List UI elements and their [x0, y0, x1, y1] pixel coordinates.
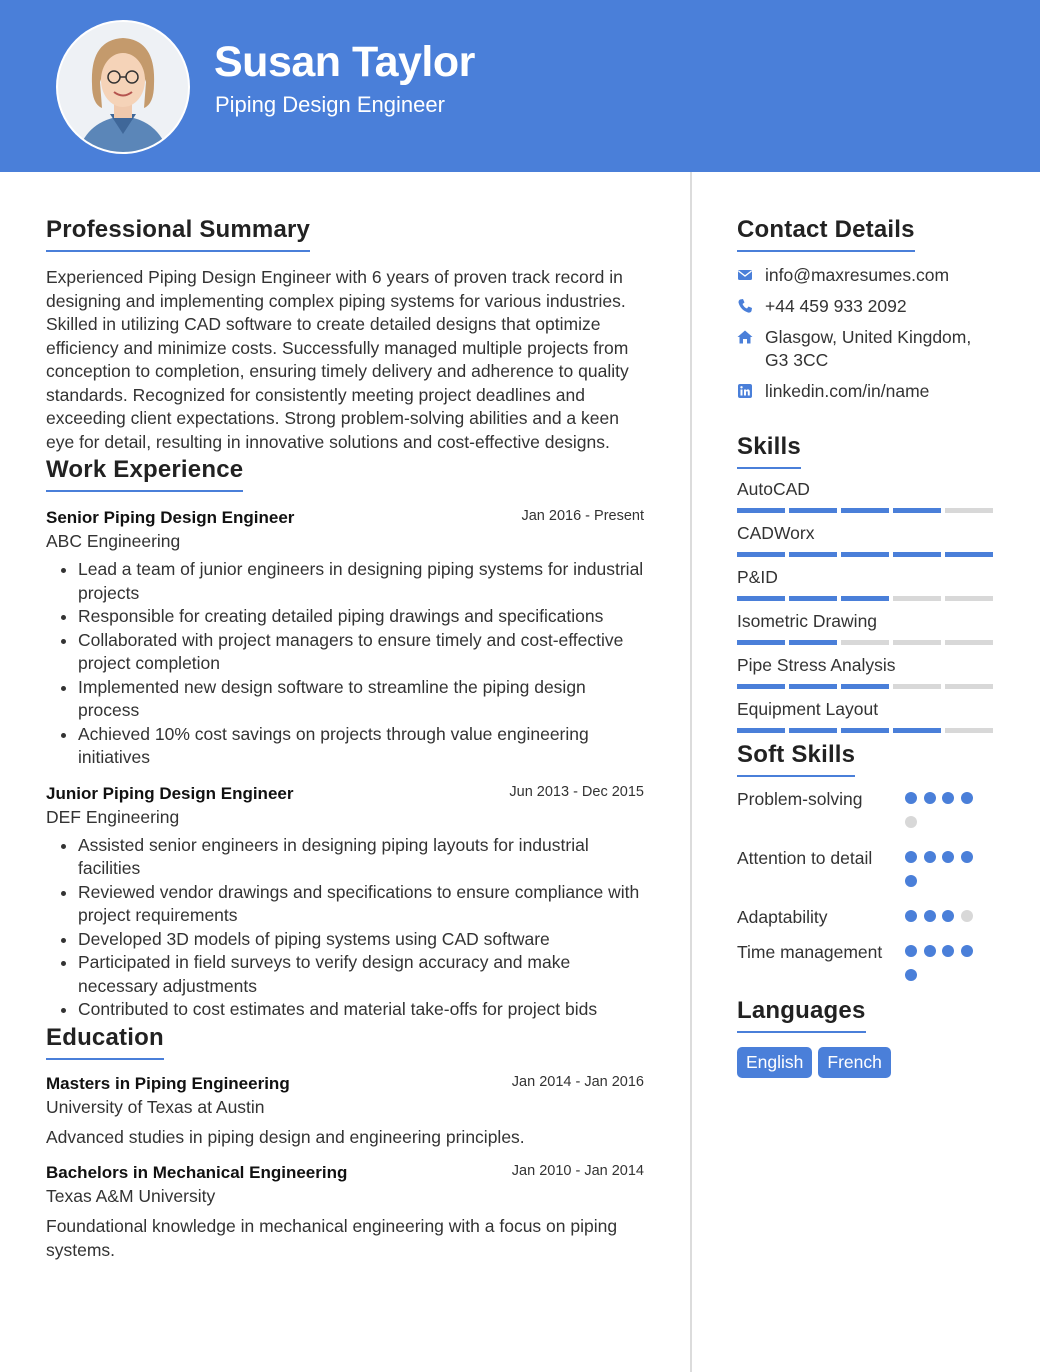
skill-dot	[961, 910, 973, 922]
skill-dot	[961, 945, 973, 957]
school-name: Texas A&M University	[46, 1186, 216, 1206]
contact-phone[interactable]	[737, 295, 997, 318]
skill-dot	[905, 792, 917, 804]
soft-skill-item	[737, 846, 997, 899]
skill-bar-segment	[945, 684, 993, 689]
soft-skills-heading: Soft Skills	[737, 741, 855, 777]
summary-text: Experienced Piping Design Engineer with 6 years of proven track record in designing and implementing complex piping systems for various industries. Skilled in utilizing CAD software to create detailed designs that optimize efficiency and minimize costs. Successfully managed multiple projects from conception to completion, ensuring timely delivery and adherence to quality standards. Recognized for consistently meeting project deadlines and exceeding client expectations. Strong problem-solving abilities and a keen eye for detail, resulting in innovative solutions and cost-effective designs.	[46, 267, 629, 452]
skill-label: AutoCAD	[737, 479, 810, 499]
skill-dot	[942, 792, 954, 804]
skill-bar-segment	[945, 552, 993, 557]
soft-skill-label: Attention to detail	[737, 848, 873, 868]
language-tag: French	[818, 1047, 890, 1078]
skill-dot	[905, 910, 917, 922]
skill-item	[737, 567, 997, 601]
skill-bar-segment	[841, 728, 889, 733]
phone-icon	[737, 298, 753, 314]
soft-skill-item	[737, 940, 997, 993]
degree-title: Masters in Piping Engineering	[46, 1073, 290, 1093]
skill-bar-segment	[737, 684, 785, 689]
skill-level-bar	[737, 684, 997, 689]
education-date: Jan 2010 - Jan 2014	[511, 1163, 644, 1179]
skill-bar-segment	[841, 508, 889, 513]
skill-bar-segment	[893, 684, 941, 689]
skill-level-bar	[737, 508, 997, 513]
skill-label: P&ID	[737, 567, 778, 587]
skill-dot	[942, 910, 954, 922]
skill-level-bar	[737, 552, 997, 557]
linkedin-icon	[737, 383, 753, 399]
home-icon	[737, 329, 753, 345]
soft-skill-label: Time management	[737, 942, 883, 962]
skill-bar-segment	[841, 552, 889, 557]
job-company: DEF Engineering	[46, 806, 180, 827]
contact-email[interactable]	[737, 264, 997, 287]
soft-skill-item	[737, 905, 997, 934]
skill-bar-segment	[789, 640, 837, 645]
skill-bar-segment	[945, 596, 993, 601]
skill-dot	[942, 945, 954, 957]
skill-bar-segment	[893, 728, 941, 733]
skill-bar-segment	[789, 684, 837, 689]
experience-heading: Work Experience	[46, 456, 243, 492]
skill-bar-segment	[737, 728, 785, 733]
languages-heading: Languages	[737, 997, 866, 1033]
skill-dot	[961, 851, 973, 863]
column-divider	[690, 172, 692, 1372]
candidate-name: Susan Taylor	[214, 38, 475, 86]
job-date: Jun 2013 - Dec 2015	[509, 783, 644, 800]
skills-list	[737, 479, 997, 733]
skills-heading: Skills	[737, 433, 801, 469]
education-date: Jan 2014 - Jan 2016	[511, 1073, 644, 1090]
soft-skill-label: Adaptability	[737, 907, 828, 927]
skill-dot	[924, 910, 936, 922]
soft-skills-list	[737, 787, 997, 993]
language-tag: English	[737, 1047, 812, 1078]
candidate-role: Piping Design Engineer	[215, 92, 445, 117]
education-entry	[46, 1163, 646, 1262]
skill-dot	[905, 875, 917, 887]
job-date: Jan 2016 - Present	[521, 508, 644, 524]
skill-bar-segment	[893, 596, 941, 601]
skill-bar-segment	[789, 728, 837, 733]
job-bullet: • Responsible for creating detailed piping drawings and specifications	[78, 605, 646, 629]
skill-item	[737, 611, 997, 645]
job-company: ABC Engineering	[46, 531, 181, 551]
skill-label: Pipe Stress Analysis	[737, 655, 896, 675]
contact-linkedin[interactable]	[737, 380, 997, 403]
skill-label: Equipment Layout	[737, 699, 879, 719]
contact-address	[737, 326, 997, 372]
job-bullet: • Implemented new design software to streamline the piping design process	[78, 676, 646, 723]
soft-skill-label: Problem-solving	[737, 789, 863, 809]
skill-bar-segment	[789, 508, 837, 513]
job-bullet: • Achieved 10% cost savings on projects through value engineering initiatives	[78, 723, 646, 770]
skill-level-bar	[737, 596, 997, 601]
summary-heading: Professional Summary	[46, 216, 310, 252]
skill-dot	[905, 945, 917, 957]
skill-bar-segment	[841, 640, 889, 645]
address-text: Glasgow, United Kingdom, G3 3CC	[765, 327, 972, 370]
job-bullets	[46, 834, 646, 1022]
contact-heading: Contact Details	[737, 216, 915, 252]
skill-label: Isometric Drawing	[737, 611, 878, 631]
soft-skill-dots	[905, 905, 985, 934]
job-bullet: • Developed 3D models of piping systems using CAD software	[78, 928, 646, 952]
skill-dot	[905, 969, 917, 981]
job-bullet: • Collaborated with project managers to ensure timely and cost-effective project completion	[78, 629, 646, 676]
job-bullet: • Reviewed vendor drawings and specifications to ensure compliance with project requirements	[78, 881, 646, 928]
skill-bar-segment	[945, 640, 993, 645]
right-column	[737, 172, 997, 1078]
job-bullets	[46, 558, 646, 770]
skill-bar-segment	[789, 596, 837, 601]
education-entry	[46, 1074, 646, 1150]
soft-skill-dots	[905, 846, 985, 899]
job-title: Junior Piping Design Engineer	[46, 783, 294, 803]
profile-photo	[58, 22, 188, 152]
skill-item	[737, 655, 997, 689]
envelope-icon	[737, 267, 753, 283]
skill-bar-segment	[893, 640, 941, 645]
job-bullet: • Assisted senior engineers in designing piping layouts for industrial facilities	[78, 834, 646, 881]
skill-bar-segment	[789, 552, 837, 557]
skill-dot	[905, 851, 917, 863]
skill-bar-segment	[737, 508, 785, 513]
soft-skill-dots	[905, 787, 985, 840]
skill-dot	[924, 945, 936, 957]
skill-level-bar	[737, 640, 997, 645]
skill-dot	[924, 792, 936, 804]
job-entry	[46, 508, 646, 770]
skill-dot	[905, 816, 917, 828]
skill-dot	[961, 792, 973, 804]
skill-bar-segment	[893, 552, 941, 557]
skill-dot	[924, 851, 936, 863]
soft-skill-item	[737, 787, 997, 840]
job-title: Senior Piping Design Engineer	[46, 508, 295, 527]
skill-bar-segment	[893, 508, 941, 513]
languages-list	[737, 1047, 997, 1078]
linkedin-text: linkedin.com/in/name	[765, 381, 930, 401]
skill-bar-segment	[945, 508, 993, 513]
skill-item	[737, 699, 997, 733]
soft-skill-dots	[905, 940, 985, 993]
job-bullet: • Contributed to cost estimates and material take-offs for project bids	[78, 998, 646, 1022]
job-bullet: • Participated in field surveys to verify design accuracy and make necessary adjustments	[78, 951, 646, 998]
skill-dot	[942, 851, 954, 863]
skill-bar-segment	[737, 552, 785, 557]
skill-bar-segment	[841, 596, 889, 601]
skill-label: CADWorx	[737, 523, 815, 543]
resume-header	[0, 0, 1040, 172]
education-description: Advanced studies in piping design and engineering principles.	[46, 1126, 525, 1147]
email-text: info@maxresumes.com	[765, 265, 950, 285]
job-entry	[46, 784, 646, 1022]
skill-level-bar	[737, 728, 997, 733]
education-description: Foundational knowledge in mechanical engineering with a focus on piping systems.	[46, 1216, 618, 1260]
skill-bar-segment	[841, 684, 889, 689]
school-name: University of Texas at Austin	[46, 1096, 265, 1117]
left-column	[46, 172, 646, 1262]
skill-bar-segment	[945, 728, 993, 733]
skill-bar-segment	[737, 596, 785, 601]
skill-item	[737, 523, 997, 557]
skill-item	[737, 479, 997, 513]
skill-bar-segment	[737, 640, 785, 645]
phone-text: +44 459 933 2092	[765, 296, 907, 316]
degree-title: Bachelors in Mechanical Engineering	[46, 1163, 348, 1182]
education-heading: Education	[46, 1024, 164, 1060]
job-bullet: • Lead a team of junior engineers in designing piping systems for industrial projects	[78, 558, 646, 605]
